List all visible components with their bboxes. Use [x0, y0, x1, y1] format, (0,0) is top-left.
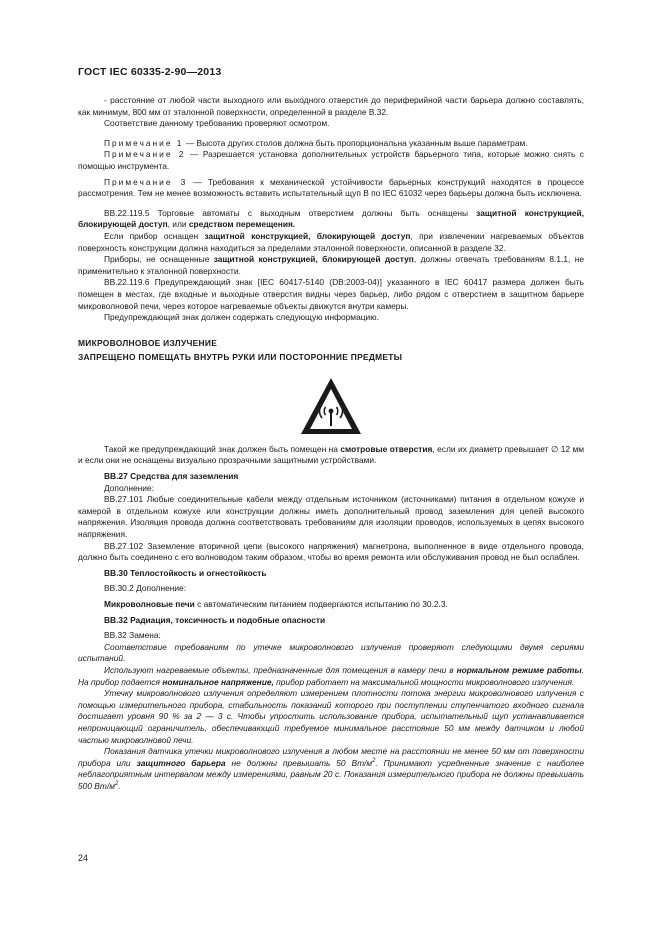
italic-compliance: Соответствие требованиям по утечке микроволнового излучения проверяют следующими двумя сериями испытаний.	[78, 641, 584, 664]
page-number: 24	[78, 853, 89, 863]
paragraph-microwave-ovens: Микроволновые печи с автоматическим питанием подвергаются испытанию по 30.2.3.	[104, 599, 448, 609]
document-body	[78, 95, 584, 793]
paragraph-devices: Приборы, не оснащенные защитной конструкцией, блокирующей доступ, должны отвечать требованиям 8.1.1, не применительно к эталонной поверхности.	[78, 254, 584, 276]
clause-bb-27-101: ВВ.27.101 Любые соединительные кабели между отдельным источником (источниками) питания в отдельном кожухе и камерой в отдельном кожухе или конструкции должны иметь дополнительный провод заземления для цепей высокого напряжения. Изоляция провода должна соответствовать требованиям для изоляции проводов, используемых в цепях высокого напряжения.	[78, 494, 584, 540]
microwave-radiation-warning-icon	[297, 374, 365, 438]
note-3: Примечание 3 — Требования к механической устойчивости барьерных конструкций находятся в процессе рассмотрения. Тем не менее возможность вставить испытательный щуп В по IEC 61032 через барьеры должна быть исключена.	[78, 176, 584, 199]
note-2: Примечание 2 — Разрешается установка дополнительных устройств барьерного типа, которые можно снять с помощью инструмента.	[78, 149, 584, 171]
standard-header: ГОСТ IEC 60335-2-90—2013	[78, 66, 222, 78]
italic-leakage-measurement: Утечку микроволнового излучения определяют измерением плотности потока энергии микроволнового излучения с помощью измерительного прибора, стабильность показаний которого при поступлении ступенчатого входного сигнала достигает уровня 90 % за 2 — 3 с. Чтобы упростить использование прибора, испытательный щуп устанавливается непроницающий ограничитель, обеспечивающий требуемое минимальное расстояние 50 мм между датчиком и любой частью микроволновой печи.	[78, 688, 584, 745]
clause-bb-30-2: ВВ.30.2 Дополнение:	[104, 583, 187, 594]
clause-bb-32-replacement: ВВ.32 Замена:	[104, 630, 161, 641]
paragraph-addition-27: Дополнение:	[104, 482, 154, 493]
clause-bb-22-119-5: ВВ.22.119.5 Торговые автоматы с выходным отверстием должны быть оснащены защитной конструкцией, блокирующей доступ, или средством перемещения.	[78, 207, 584, 230]
note-1: Примечание 1 — Высота других столов должна быть пропорциональна указанным выше параметрам.	[104, 137, 528, 148]
warning-title-2: ЗАПРЕЩЕНО ПОМЕЩАТЬ ВНУТРЬ РУКИ ИЛИ ПОСТОРОННИЕ ПРЕДМЕТЫ	[78, 352, 403, 363]
clause-bb-22-119-6: ВВ.22.119.6 Предупреждающий знак [IEC 60417-5140 (DB:2003-04)] указанного в IEC 60417 размера должен быть помещен в местах, где входные и выходные отверстия видны через барьер, либо рядом с отверстием в защитном барьере микроволновой печи, через которое нагреваемые объекты движутся внутри камеры.	[78, 277, 584, 311]
paragraph-distance: - расстояние от любой части выходного или выходного отверстия до периферийной части барьера должно составлять, как минимум, 800 мм от эталонной поверхности, определенной в разделе В.32.	[78, 95, 584, 117]
paragraph-inspection: Соответствие данному требованию проверяют осмотром.	[104, 118, 330, 129]
italic-sensor-readings: Показания датчика утечки микроволнового излучения в любом месте на расстоянии не менее 50 мм от поверхности прибора или защитного барьера не должны превышать 50 $Вт/м^2$. Принимают усредненные значение с наиболее неблагоприятным интервалом между измерениями, равным 20 с. Показания измерительного прибора не должны превышать 500 $Вт/м^2$.	[78, 746, 584, 791]
clause-bb-27-102: ВВ.27.102 Заземление вторичной цепи (высокого напряжения) магнетрона, выполненное в виде отдельного провода, должно быть соединено с его волноводом таким образом, чтобы во время ремонта или обслуживания провод не был ослаблен.	[78, 540, 584, 563]
warning-sign	[78, 374, 584, 438]
italic-heated-objects: Используют нагреваемые объекты, предназначенные для помещения в камеру печи в нормальном режиме работы. На прибор подается номинальное напряжение, прибор работает на максимальной мощности микроволнового излучения.	[78, 664, 584, 687]
section-bb-30-heading: ВВ.30 Теплостойкость и огнестойкость	[104, 567, 267, 578]
warning-title-1: МИКРОВОЛНОВОЕ ИЗЛУЧЕНИЕ	[78, 337, 218, 348]
paragraph-if-equipped: Если прибор оснащен защитной конструкцией, блокирующей доступ, при извлечении нагреваемых объектов поверхность конструкции должна находиться за пределами эталонной поверхности, описанной в разделе 32.	[78, 230, 585, 253]
paragraph-sign-content: Предупреждающий знак должен содержать следующую информацию.	[104, 312, 379, 323]
paragraph-viewing-openings: Такой же предупреждающий знак должен быть помещен на смотровые отверстия, если их диаметр превышает ∅ 12 мм и если они не оснащены визуально прозрачными защитными устройствами.	[78, 443, 584, 466]
section-bb-32-heading: ВВ.32 Радиация, токсичность и подобные опасности	[104, 614, 326, 625]
section-bb-27-heading: ВВ.27 Средства для заземления	[104, 471, 239, 482]
